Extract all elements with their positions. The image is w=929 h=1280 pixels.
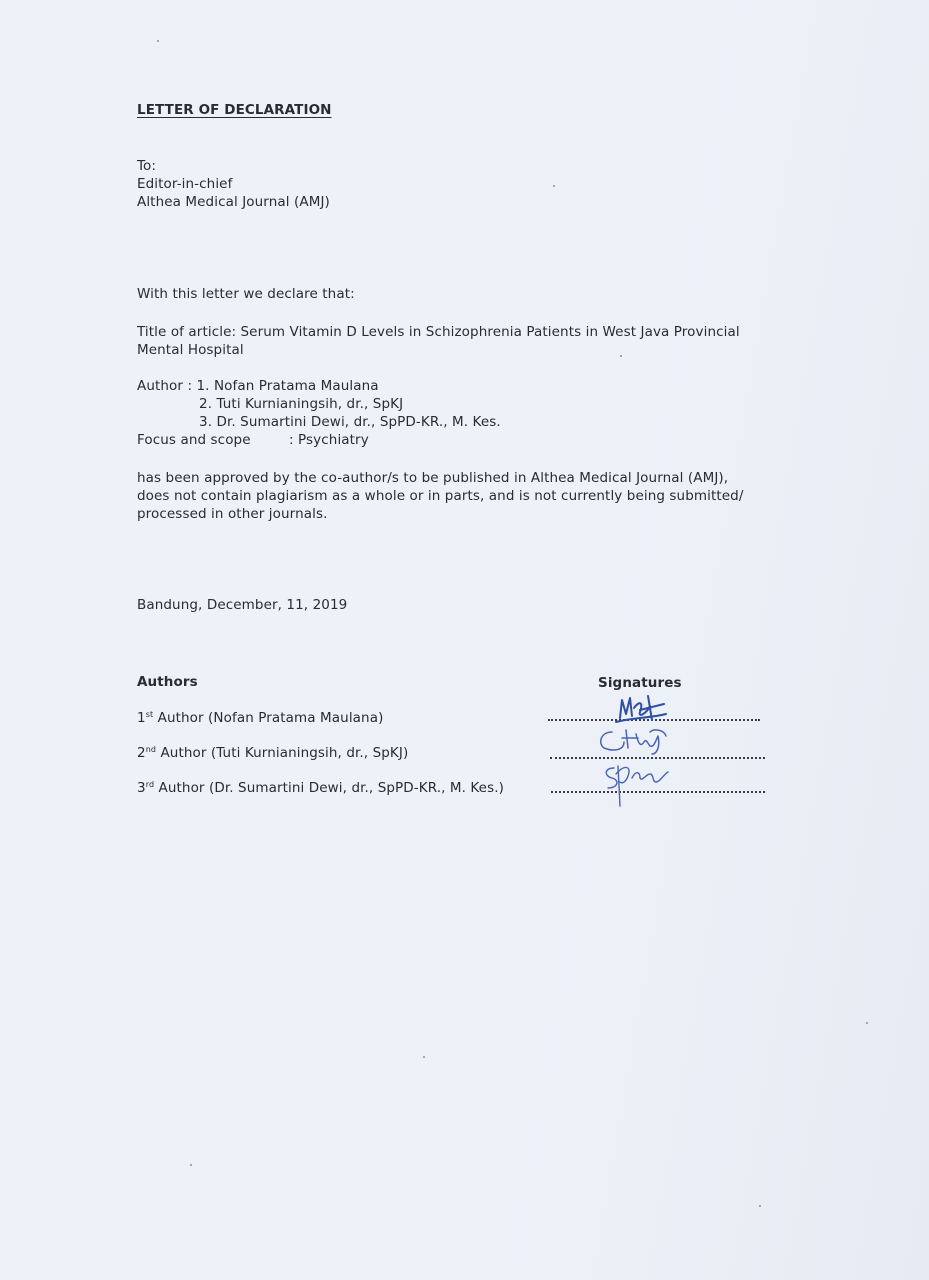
paper-speck [553,185,555,187]
paper-speck [423,1056,425,1058]
signatures-header: Signatures [598,675,682,691]
author-list-second: 2. Tuti Kurnianingsih, dr., SpKJ [199,396,404,412]
paper-speck [620,355,622,357]
article-title-line-2: Mental Hospital [137,342,244,358]
paper-speck [157,40,159,42]
signature-row-author-3: 3rd Author (Dr. Sumartini Dewi, dr., SpPD-KR., M. Kes.) [137,780,504,796]
recipient-journal: Althea Medical Journal (AMJ) [137,194,330,210]
document-title: LETTER OF DECLARATION [137,102,332,118]
statement-line-2: does not contain plagiarism as a whole or in parts, and is not currently being submitted/ [137,488,744,504]
author-list-third: 3. Dr. Sumartini Dewi, dr., SpPD-KR., M. Kes. [199,414,501,430]
statement-line-1: has been approved by the co-author/s to be published in Althea Medical Journal (AMJ), [137,470,729,486]
focus-scope-label: Focus and scope [137,432,251,448]
paper-speck [866,1022,868,1024]
signature-row-author-1: 1st Author (Nofan Pratama Maulana) [137,710,384,726]
signature-3-drawing [598,760,678,810]
place-date: Bandung, December, 11, 2019 [137,597,348,613]
focus-scope-value: : Psychiatry [289,432,369,448]
recipient-to: To: [137,158,157,174]
paper-speck [759,1205,761,1207]
signature-1-drawing [610,688,670,728]
author-list-first: Author : 1. Nofan Pratama Maulana [137,378,379,394]
statement-line-3: processed in other journals. [137,506,328,522]
recipient-role: Editor-in-chief [137,176,233,192]
signature-2-drawing [594,724,674,758]
article-title-line-1: Title of article: Serum Vitamin D Levels in Schizophrenia Patients in West Java Provincial [137,324,740,340]
signature-row-author-2: 2nd Author (Tuti Kurnianingsih, dr., SpKJ) [137,745,409,761]
intro-text: With this letter we declare that: [137,286,355,302]
authors-header: Authors [137,674,198,690]
paper-speck [190,1164,192,1166]
